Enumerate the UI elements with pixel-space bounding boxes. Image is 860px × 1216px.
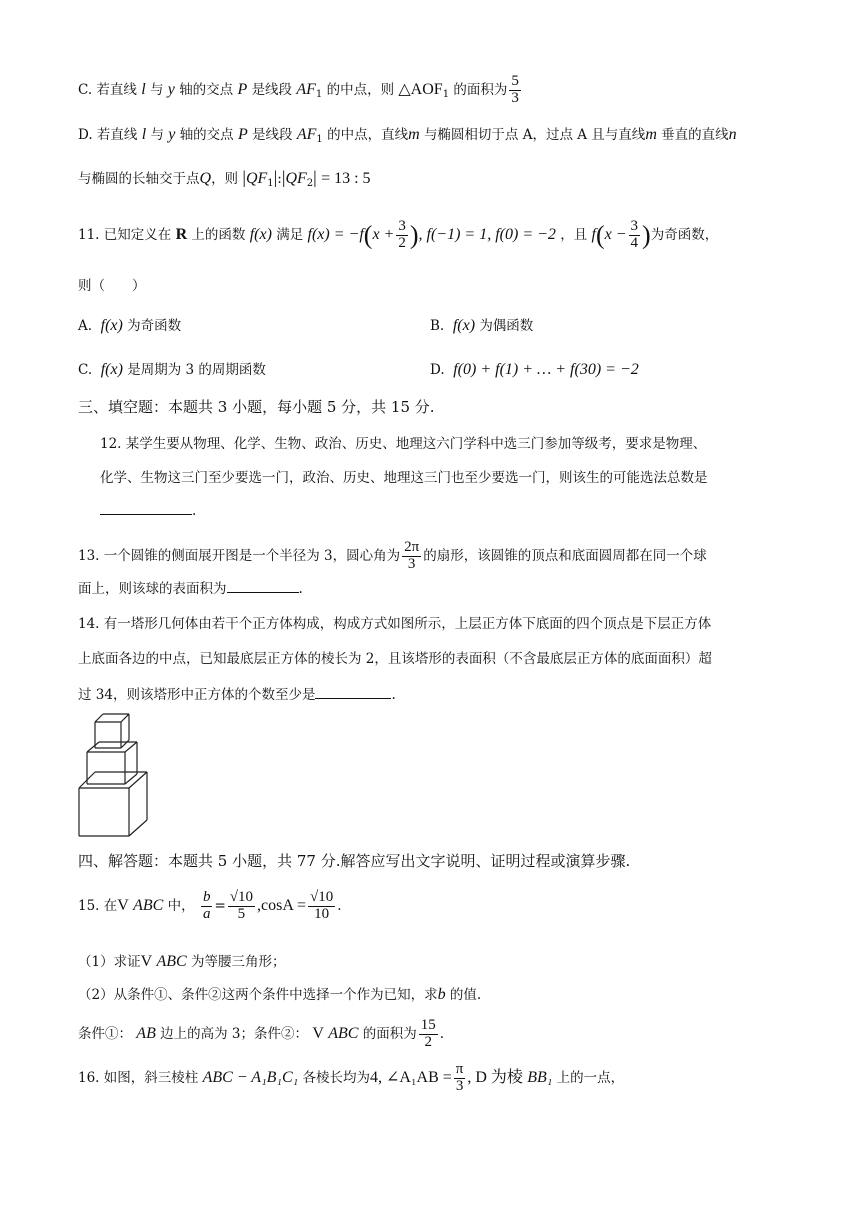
q10-option-c: C. 若直线 l 与 y 轴的交点 P 是线段 $AF_1$ 的中点，则 $\triangle AOF_1$ 的面积为 $\frac{5}{3}$ [78, 73, 519, 106]
q11-option-c: C. f(x) 是周期为 3 的周期函数 [78, 361, 266, 378]
q16-stem: 16. 如图，斜三棱柱 ABC − A₁B₁C₁ 各棱长均为4, ∠A₁AB = $\frac{\pi}{3}$ , D 为棱 BB₁ 上的一点， [78, 1061, 625, 1094]
q14-line2: 上底面各边的中点，已知最底层正方体的棱长为 2，且该塔形的表面积（不含最底层正方体的底面面积）超 [78, 651, 712, 667]
q10-option-d-line2: 与椭圆的长轴交于点Q，则 $|QF_1|:|QF_2| = 13$ : 5 [78, 167, 371, 189]
q14-line1: 14. 有一塔形几何体由若干个正方体构成，构成方式如图所示，上层正方体下底面的四个顶点是下层正方体 [78, 616, 712, 632]
q13-answer-blank[interactable] [227, 580, 299, 593]
q13-line1: 13. 一个圆锥的侧面展开图是一个半径为 3，圆心角为 $\frac{2\pi}{3}$ 的扇形，该圆锥的顶点和底面圆周都在同一个球 [78, 539, 707, 572]
q12-answer-blank[interactable] [100, 502, 192, 515]
q12-line3: . [100, 502, 196, 519]
q11-stem: 11. 已知定义在 R 上的函数 f(x) 满足 f(x) = −f(x + $\frac{3}{2}$ ), f(−1) = 1, f(0) = −2 ，且 f(x − $\frac{3}{4}$ )为奇函数， [78, 218, 719, 251]
q15-stem: 15. 在V ABC 中， $\frac{b}{a}$ = $\frac{√10}{5}$ ,cosA = $\frac{√10}{10}$ . [78, 889, 342, 922]
q15-part2: （2）从条件①、条件②这两个条件中选择一个作为已知，求b 的值. [78, 986, 482, 1003]
q11-option-a: A. f(x) 为奇函数 [78, 317, 182, 334]
q14-line3: 过 34，则该塔形中正方体的个数至少是 . [78, 687, 396, 703]
q15-part1: （1）求证V ABC 为等腰三角形； [78, 953, 286, 970]
q11-option-d: D. f(0) + f(1) + … + f(30) = −2 [430, 361, 639, 378]
q11-option-b: B. f(x) 为偶函数 [430, 317, 534, 334]
top-cube [95, 714, 129, 748]
q14-answer-blank[interactable] [315, 686, 391, 699]
q10-option-d: D. 若直线 l 与 y 轴的交点 P 是线段 $AF_1$ 的中点，直线m 与椭圆相切于点 A，过点 A 且与直线m 垂直的直线n [78, 126, 737, 145]
q15-conditions: 条件①： AB 边上的高为 3；条件②： V ABC 的面积为 $\frac{15}{2}$ . [78, 1017, 444, 1050]
tower-figure [75, 710, 155, 840]
section-4-heading: 四、解答题：本题共 5 小题，共 77 分.解答应写出文字说明、证明过程或演算步骤. [78, 852, 631, 870]
q11-stem-line2: 则（ ） [78, 278, 146, 294]
section-3-heading: 三、填空题：本题共 3 小题，每小题 5 分，共 15 分. [78, 398, 435, 416]
q12-line1: 12. 某学生要从物理、化学、生物、政治、历史、地理这六门学科中选三门参加等级考，要求是物理、 [100, 436, 707, 452]
q12-line2: 化学、生物这三门至少要选一门，政治、历史、地理这三门也至少要选一门，则该生的可能选法总数是 [100, 470, 708, 486]
q13-line2: 面上，则该球的表面积为 . [78, 581, 303, 597]
bottom-cube [79, 772, 147, 836]
